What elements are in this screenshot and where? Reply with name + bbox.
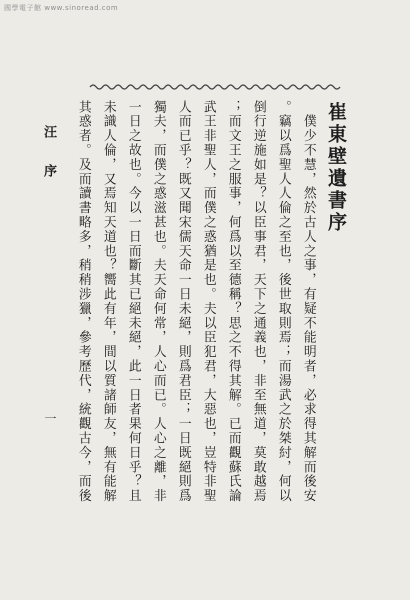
document-title: 崔東壁遺書序 — [325, 102, 347, 234]
body-column-3: 倒行逆施如是？以臣事君，天下之通義也，非至無道，莫敢越焉 — [250, 100, 266, 504]
body-column-10: 其惑者。及而讀書略多，稍稍涉獵，參考歷代，統觀古今，而後 — [75, 100, 91, 504]
body-column-8: 一日之故也。今以一日而斷其已絕未絕，此一日者果何日乎？且 — [125, 100, 141, 504]
wavy-rule — [90, 82, 340, 92]
body-column-6: 人而已乎？既又聞宋儒天命一日未絕，則爲君臣；一日既絕則爲 — [175, 100, 191, 504]
body-column-4: ；而文王之服事，何爲以至德稱？思之不得其解。已而觀蘇氏論 — [225, 100, 241, 504]
body-column-7: 獨夫，而僕之惑滋甚也。夫天命何常，人心而已。人心之離，非 — [150, 100, 166, 504]
body-column-5: 武王非聖人，而僕之惑猶是也。夫以臣犯君，大惡也，豈特非聖 — [200, 100, 216, 504]
watermark: 國學電子館 www.sinoread.com — [4, 4, 119, 12]
body-column-1: 僕少不慧，然於古人之事，有疑不能明者，必求得其解而後安 — [300, 100, 316, 504]
page-number: 一 — [43, 412, 57, 424]
body-column-9: 未識人倫，又焉知天道也？嚮此有年，間以質諸師友，無有能解 — [100, 100, 116, 504]
margin-section-title: 汪序 — [41, 125, 56, 203]
body-column-2: 。竊以爲聖人人倫之至也，後世取則焉；而湯武之於桀紂，何以 — [275, 100, 291, 504]
